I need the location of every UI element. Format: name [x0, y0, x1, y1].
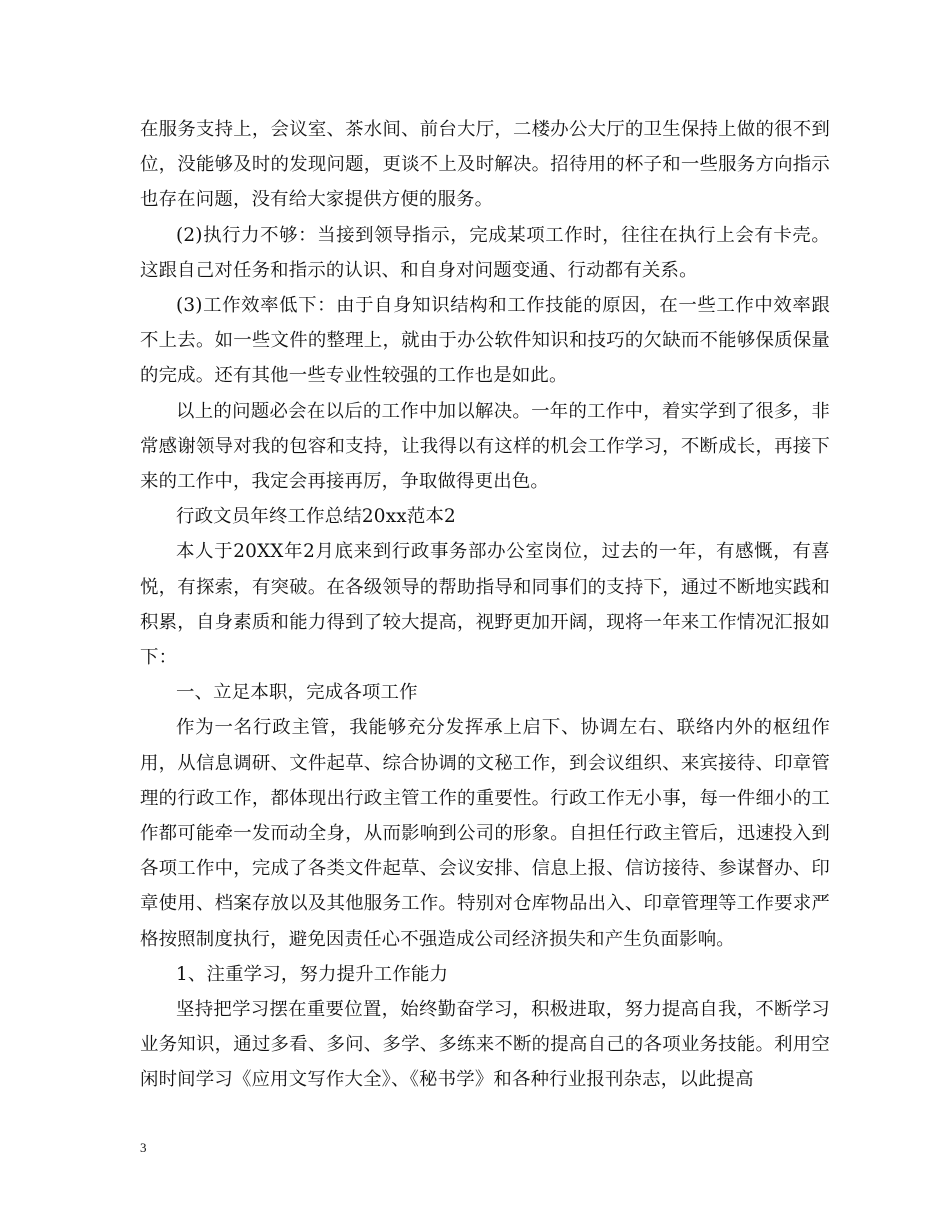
heading-study: 1、注重学习，努力提升工作能力 — [176, 963, 449, 985]
heading-part-one: 一、立足本职，完成各项工作 — [176, 682, 418, 704]
paragraph-execution: (2)执行力不够：当接到领导指示，完成某项工作时，往往在执行上会有卡壳。这跟自己对任务和指示的认识、和自身对问题变通、行动都有关系。 — [140, 224, 830, 281]
page-number: 3 — [140, 1140, 147, 1155]
paragraph-service-support: 在服务支持上，会议室、茶水间、前台大厅，二楼办公大厅的卫生保持上做的很不到位，没能够及时的发现问题，更谈不上及时解决。招待用的杯子和一些服务方向指示也存在问题，没有给大家提供方便的服务。 — [140, 119, 830, 211]
paragraph-study: 坚持把学习摆在重要位置，始终勤奋学习，积极进取，努力提高自我，不断学习业务知识，通过多看、多问、多学、多练来不断的提高自己的各项业务技能。利用空闲时间学习《应用文写作大全》、《秘书学》和各种行业报刊杂志，以此提高 — [140, 999, 830, 1091]
paragraph-efficiency: (3)工作效率低下：由于自身知识结构和工作技能的原因，在一些工作中效率跟不上去。如一些文件的整理上，就由于办公软件知识和技巧的欠缺而不能够保质保量的完成。还有其他一些专业性较强的工作也是如此。 — [140, 295, 830, 387]
paragraph-conclusion: 以上的问题必会在以后的工作中加以解决。一年的工作中，着实学到了很多，非常感谢领导对我的包容和支持，让我得以有这样的机会工作学习，不断成长，再接下来的工作中，我定会再接再厉，争取做得更出色。 — [140, 400, 830, 493]
section-title: 行政文员年终工作总结20xx范本2 — [176, 506, 456, 528]
paragraph-intro: 本人于20XX年2月底来到行政事务部办公室岗位，过去的一年，有感慨，有喜悦，有探索，有突破。在各级领导的帮助指导和同事们的支持下，通过不断地实践和积累，自身素质和能力得到了较大提高，视野更加开阔，现将一年来工作情况汇报如下： — [140, 541, 830, 669]
document-body — [140, 112, 830, 1098]
paragraph-role: 作为一名行政主管，我能够充分发挥承上启下、协调左右、联络内外的枢纽作用，从信息调研、文件起草、综合协调的文秘工作，到会议组织、来宾接待、印章管理的行政工作，都体现出行政主管工作的重要性。行政工作无小事，每一件细小的工作都可能牵一发而动全身，从而影响到公司的形象。自担任行政主管后，迅速投入到各项工作中，完成了各类文件起草、会议安排、信息上报、信访接待、参谋督办、印章使用、档案存放以及其他服务工作。特别对仓库物品出入、印章管理等工作要求严格按照制度执行，避免因责任心不强造成公司经济损失和产生负面影响。 — [140, 717, 830, 950]
